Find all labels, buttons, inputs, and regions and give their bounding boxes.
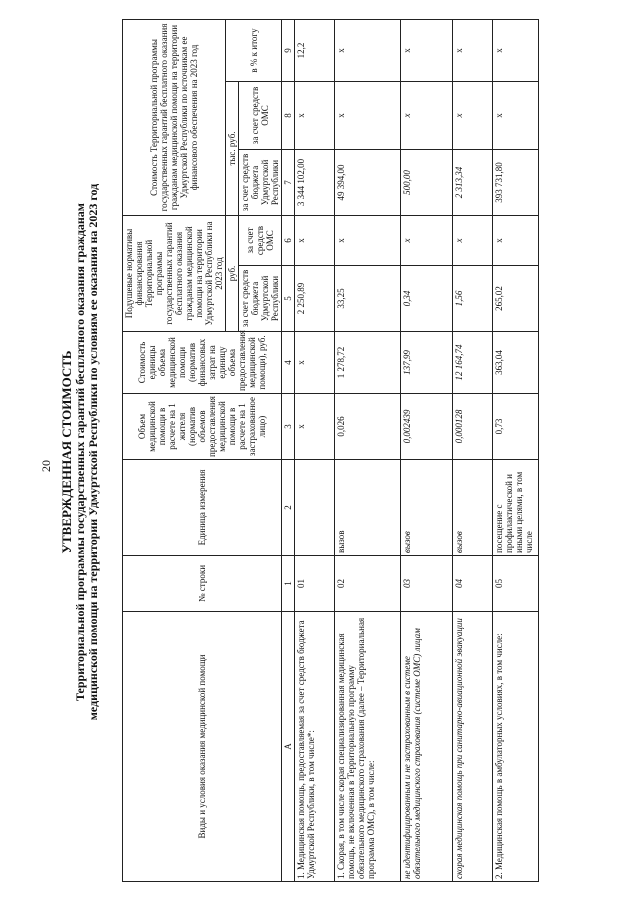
col-num: 2 (282, 460, 295, 556)
row-percent: х (493, 19, 539, 81)
header-per-capita: Подушевые нормативы финансирования Территориальной программы государственных гарантий бесплатного оказания гражданам медицинской помощи на территории Удмуртской Республики на 2023 год (123, 216, 226, 332)
col-num: 4 (282, 332, 295, 394)
row-pc-oms: х (401, 216, 453, 266)
document-subtitle-line2: медицинской помощи на территории Удмуртской Республики по условиям ее оказания на 2023 год (86, 183, 100, 721)
header-row-1 (123, 19, 226, 881)
row-unit (295, 460, 335, 556)
row-pc-budget: 33,25 (335, 266, 401, 332)
row-percent: х (335, 19, 401, 81)
row-t-oms: х (453, 82, 493, 150)
header-total-cost: Стоимость Территориальной программы государственных гарантий бесплатного оказания гражданам медицинской помощи на территории Удмуртской Республики по источникам ее финансового обеспечения на 2023 год (123, 19, 226, 215)
row-percent: 12,2 (295, 19, 335, 81)
row-t-budget: 500,00 (401, 150, 453, 216)
row-line-number: 03 (401, 556, 453, 612)
header-unit-rub: руб. (226, 216, 239, 332)
row-unit-cost: 137,99 (401, 332, 453, 394)
header-types: Виды и условия оказания медицинской помощи (123, 612, 282, 882)
row-volume: х (295, 394, 335, 460)
row-volume: 0,002439 (401, 394, 453, 460)
column-number-row (282, 19, 295, 881)
row-name: не идентифицированным и не застрахованным в системе обязательного медицинского страхования (системе ОМС) лицам (401, 612, 453, 882)
table-body (295, 19, 539, 881)
row-t-budget: 3 344 102,00 (295, 150, 335, 216)
row-percent: х (401, 19, 453, 81)
row-t-budget: 393 731,80 (493, 150, 539, 216)
row-line-number: 05 (493, 556, 539, 612)
row-line-number: 01 (295, 556, 335, 612)
row-unit: посещение с профилактической и иными целями, в том числе (493, 460, 539, 556)
table-row (295, 19, 335, 881)
table-row (335, 19, 401, 881)
col-num: 3 (282, 394, 295, 460)
row-pc-oms: х (493, 216, 539, 266)
row-volume: 0,73 (493, 394, 539, 460)
row-volume: 0,026 (335, 394, 401, 460)
document-title: УТВЕРЖДЕННАЯ СТОИМОСТЬ (59, 350, 74, 554)
row-t-oms: х (335, 82, 401, 150)
row-unit: вызов (335, 460, 401, 556)
header-pc-budget: за счет средств бюджета Удмуртской Республики (239, 266, 282, 332)
header-t-budget: за счет средств бюджета Удмуртской Республики (239, 150, 282, 216)
row-pc-budget: 0,34 (401, 266, 453, 332)
table-row (401, 19, 453, 881)
document-subtitle-line1: Территориальной программы государственных гарантий бесплатного оказания гражданам (73, 203, 87, 701)
row-unit-cost: 1 278,72 (335, 332, 401, 394)
col-num: 9 (282, 19, 295, 81)
row-name: 1. Медицинская помощь, предоставляемая за счет средств бюджета Удмуртской Республики, в том числе*: (295, 612, 335, 882)
header-percent-total: в % к итогу (226, 19, 282, 81)
row-unit-cost: 363,04 (493, 332, 539, 394)
col-num: 1 (282, 556, 295, 612)
table-row (493, 19, 539, 881)
col-num: 5 (282, 266, 295, 332)
header-t-oms: за счет средств ОМС (239, 82, 282, 150)
header-volume: Объем медицинской помощи в расчете на 1 жителя (норматив объемов предоставления медицинской помощи в расчете на 1 застрахованное лицо) (123, 394, 282, 460)
page-number: 20 (39, 460, 53, 472)
title-block (60, 12, 100, 892)
row-pc-oms: х (453, 216, 493, 266)
row-pc-budget: 2 250,89 (295, 266, 335, 332)
row-unit: вызов (401, 460, 453, 556)
row-name: 2. Медицинская помощь в амбулаторных условиях, в том числе: (493, 612, 539, 882)
header-line-number: № строки (123, 556, 282, 612)
row-line-number: 02 (335, 556, 401, 612)
row-pc-oms: х (295, 216, 335, 266)
row-line-number: 04 (453, 556, 493, 612)
row-pc-budget: 265,02 (493, 266, 539, 332)
row-name: 1. Скорая, в том числе скорая специализированная медицинская помощь, не включенная в Территориальную программу обязательного медицинского страхования (далее – Территориальная программа ОМС), в том числе: (335, 612, 401, 882)
rotated-content (30, 12, 615, 892)
row-pc-oms: х (335, 216, 401, 266)
row-t-oms: х (401, 82, 453, 150)
col-num: А (282, 612, 295, 882)
row-t-oms: х (295, 82, 335, 150)
header-unit-cost: Стоимость единицы объема медицинской помощи (норматив финансовых затрат на единицу объема предоставления медицинской помощи), руб. (123, 332, 282, 394)
cost-table (122, 19, 539, 882)
header-pc-oms: за счет средств ОМС (239, 216, 282, 266)
row-unit-cost: 12 164,74 (453, 332, 493, 394)
row-unit: вызов (453, 460, 493, 556)
header-unit: Единица измерения (123, 460, 282, 556)
row-unit-cost: х (295, 332, 335, 394)
row-volume: 0,000128 (453, 394, 493, 460)
row-t-budget: 2 313,34 (453, 150, 493, 216)
row-t-budget: 49 394,00 (335, 150, 401, 216)
col-num: 8 (282, 82, 295, 150)
col-num: 6 (282, 216, 295, 266)
row-pc-budget: 1,56 (453, 266, 493, 332)
col-num: 7 (282, 150, 295, 216)
row-percent: х (453, 19, 493, 81)
row-t-oms: х (493, 82, 539, 150)
table-row (453, 19, 493, 881)
row-name: скорая медицинская помощь при санитарно-авиационной эвакуации (453, 612, 493, 882)
header-unit-thousand-rub: тыс. руб. (226, 82, 239, 216)
